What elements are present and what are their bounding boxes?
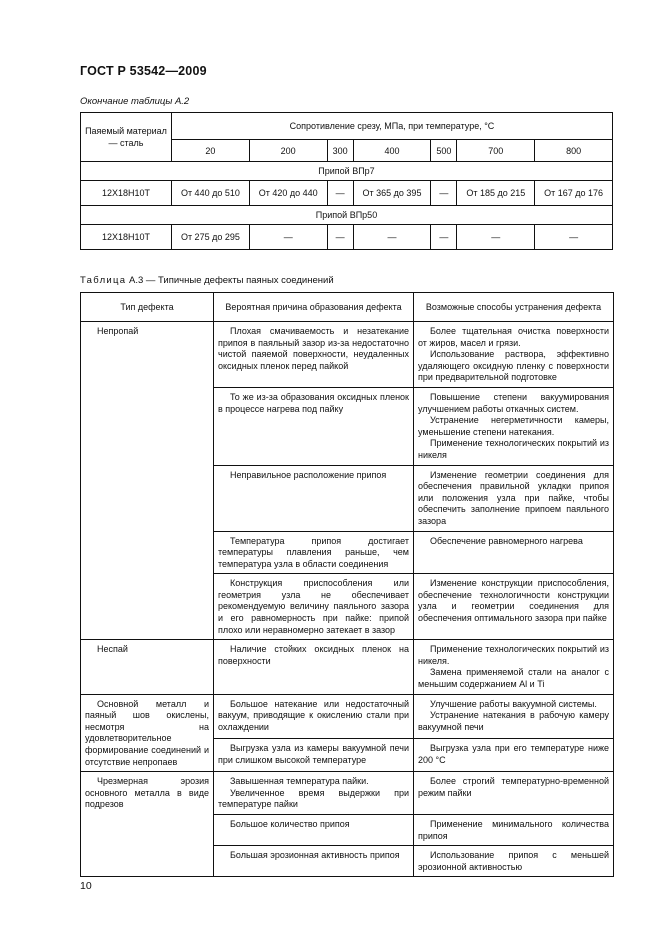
cause-paragraph: Большая эрозионная активность припоя <box>230 850 400 861</box>
cause-cell <box>214 846 414 877</box>
remedy-cell <box>414 694 614 739</box>
value-cell: — <box>327 225 353 250</box>
temperature-header: 700 <box>457 140 535 162</box>
remedy-paragraph: Более тщательная очистка поверхности от жиров, масел и грязи. <box>418 326 609 348</box>
cause-cell <box>214 694 414 739</box>
table-row <box>81 772 614 815</box>
defect-type-text: Неспай <box>97 644 128 655</box>
defect-type-cell <box>81 694 214 772</box>
table-row <box>81 181 613 206</box>
cause-paragraph: То же из-за образования оксидных пленок в процессе нагрева под пайку <box>218 391 409 414</box>
temperature-header: 200 <box>249 140 327 162</box>
value-cell: От 440 до 510 <box>172 181 250 206</box>
cause-paragraph: Конструкция приспособления или геометрия узла не обеспечивает рекомендуемую величину паяльного зазора и его равномерность при пайке: припой плохо или неравномерно затекает в зазор <box>218 578 409 635</box>
defect-type-text: Непропай <box>97 326 139 336</box>
cause-cell <box>214 640 414 694</box>
remedy-paragraph: Изменение конструкции приспособления, обеспечение технологичности конструкции узла и геометрии соединения для обеспечения оптимального зазора при пайке <box>418 578 609 624</box>
value-cell: От 420 до 440 <box>249 181 327 206</box>
column-header: Тип дефекта <box>81 293 214 322</box>
group-header: Сопротивление срезу, МПа, при температуре, °С <box>172 113 613 140</box>
table-a3-caption <box>80 275 334 286</box>
value-cell: — <box>431 181 457 206</box>
remedy-paragraph: Использование раствора, эффективно удаляющего оксидную пленку с поверхности при предварительной подготовке <box>418 349 609 383</box>
cause-paragraph: Выгрузка узла из камеры вакуумной печи при слишком высокой температуре <box>218 743 409 766</box>
cause-paragraph: Завышенная температура пайки. <box>230 776 369 787</box>
remedy-cell <box>414 465 614 531</box>
value-cell: От 185 до 215 <box>457 181 535 206</box>
page-number: 10 <box>80 880 92 892</box>
document-title: ГОСТ Р 53542—2009 <box>80 64 207 78</box>
temperature-header: 400 <box>353 140 431 162</box>
defects-table <box>80 292 614 877</box>
cause-cell <box>214 739 414 772</box>
remedy-cell <box>414 574 614 640</box>
column-header: Вероятная причина образования дефекта <box>214 293 414 322</box>
cause-paragraph: Большое количество припоя <box>230 818 350 829</box>
cause-cell <box>214 772 414 815</box>
remedy-cell <box>414 772 614 815</box>
material-cell: 12Х18Н10Т <box>81 225 172 250</box>
cause-paragraph: Температура припоя достигает температуры плавления раньше, чем температура узла в области соединения <box>218 535 409 569</box>
table-row <box>81 225 613 250</box>
value-cell: От 275 до 295 <box>172 225 250 250</box>
defect-type-cell <box>81 640 214 694</box>
remedy-paragraph: Применение технологических покрытий из никеля. <box>418 644 609 666</box>
section-title: Припой ВПр50 <box>81 206 613 225</box>
value-cell: От 365 до 395 <box>353 181 431 206</box>
table-row <box>81 322 614 388</box>
remedy-cell <box>414 814 614 845</box>
value-cell: — <box>457 225 535 250</box>
table-row <box>81 694 614 739</box>
remedy-paragraph: Применение минимального количества припоя <box>418 818 609 841</box>
cause-cell <box>214 531 414 574</box>
remedy-cell <box>414 739 614 772</box>
remedy-paragraph: Устранение натекания в рабочую камеру вакуумной печи <box>418 710 609 732</box>
remedy-paragraph: Обеспечение равномерного нагрева <box>430 535 583 546</box>
defect-type-cell <box>81 772 214 877</box>
remedy-cell <box>414 387 614 465</box>
defect-type-text: Основной металл и паяный шов окислены, несмотря на удовлетворительное формирование соединений и отсутствие непропаев <box>85 698 209 767</box>
defect-type-text: Чрезмерная эрозия основного металла в виде подрезов <box>85 776 209 810</box>
temperature-header: 800 <box>535 140 613 162</box>
value-cell: — <box>327 181 353 206</box>
cause-paragraph: Наличие стойких оксидных пленок на поверхности <box>218 644 409 666</box>
value-cell: — <box>431 225 457 250</box>
caption-label: Таблица <box>80 275 127 286</box>
value-cell: От 167 до 176 <box>535 181 613 206</box>
remedy-paragraph: Применение технологических покрытий из никеля <box>418 438 609 460</box>
shear-strength-table <box>80 112 613 250</box>
cause-cell <box>214 814 414 845</box>
cause-cell <box>214 465 414 531</box>
temperature-header: 300 <box>327 140 353 162</box>
cause-paragraph: Неправильное расположение припоя <box>230 469 387 480</box>
table-row <box>81 640 614 694</box>
remedy-paragraph: Улучшение работы вакуумной системы. <box>430 698 597 709</box>
remedy-cell <box>414 846 614 877</box>
row-header: Паяемый материал — сталь <box>81 113 172 162</box>
value-cell: — <box>249 225 327 250</box>
cause-paragraph: Увеличенное время выдержки при температуре пайки <box>218 787 409 810</box>
defect-type-cell <box>81 322 214 640</box>
cause-paragraph: Большое натекание или недостаточный вакуум, приводящие к окислению стали при охлаждении <box>218 698 409 732</box>
table-a2-caption: Окончание таблицы А.2 <box>80 96 190 107</box>
remedy-paragraph: Замена применяемой стали на аналог с меньшим содержанием Al и Ti <box>418 667 609 690</box>
value-cell: — <box>353 225 431 250</box>
remedy-paragraph: Более строгий температурно-временной режим пайки <box>418 776 609 798</box>
remedy-paragraph: Выгрузка узла при его температуре ниже 200 °С <box>418 743 609 766</box>
section-title: Припой ВПр7 <box>81 162 613 181</box>
value-cell: — <box>535 225 613 250</box>
temperature-header: 20 <box>172 140 250 162</box>
remedy-paragraph: Изменение геометрии соединения для обеспечения правильной укладки припоя или положения узла при пайке, чтобы обеспечить заполнение припоем паяльного зазора <box>418 469 609 526</box>
remedy-paragraph: Использование припоя с меньшей эрозионной активностью <box>418 850 609 872</box>
remedy-cell <box>414 322 614 388</box>
cause-cell <box>214 387 414 465</box>
caption-text: А.3 — Типичные дефекты паяных соединений <box>126 275 334 286</box>
remedy-cell <box>414 531 614 574</box>
material-cell: 12Х18Н10Т <box>81 181 172 206</box>
column-header: Возможные способы устранения дефекта <box>414 293 614 322</box>
cause-cell <box>214 322 414 388</box>
cause-cell <box>214 574 414 640</box>
remedy-cell <box>414 640 614 694</box>
remedy-paragraph: Повышение степени вакуумирования улучшением работы откачных систем. <box>418 391 609 414</box>
temperature-header: 500 <box>431 140 457 162</box>
remedy-paragraph: Устранение негерметичности камеры, уменьшение степени натекания. <box>418 415 609 437</box>
cause-paragraph: Плохая смачиваемость и незатекание припоя в паяльный зазор из-за недостаточно чистой паяемой поверхности, неудаленных оксидных пленок перед пайкой <box>218 326 409 371</box>
